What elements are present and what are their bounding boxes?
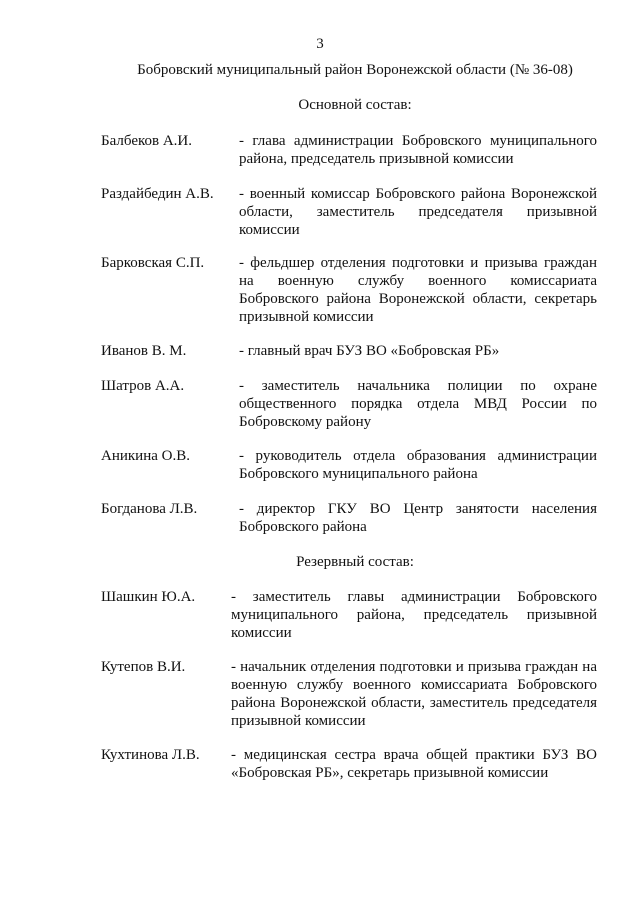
member-name: Шатров А.А. xyxy=(101,378,185,394)
member-role: - военный комиссар Бобровского района Воронежской области, заместитель председателя призывной комиссии xyxy=(239,186,597,238)
reserve-section-title: Резервный состав: xyxy=(296,554,414,570)
member-role: - фельдшер отделения подготовки и призыва граждан на военную службу военного комиссариата Бобровского района Воронежской области, секретарь призывной комиссии xyxy=(239,255,597,325)
member-name: Кутепов В.И. xyxy=(101,659,186,675)
member-name: Шашкин Ю.А. xyxy=(101,589,196,605)
member-name: Иванов В. М. xyxy=(101,343,187,359)
member-name: Кухтинова Л.В. xyxy=(101,747,200,763)
member-role: - руководитель отдела образования администрации Бобровского муниципального района xyxy=(239,448,597,482)
member-name: Богданова Л.В. xyxy=(101,501,198,517)
member-role: - главный врач БУЗ ВО «Бобровская РБ» xyxy=(239,343,500,359)
member-name: Балбеков А.И. xyxy=(101,133,193,149)
member-name: Аникина О.В. xyxy=(101,448,190,464)
district-title: Бобровский муниципальный район Воронежской области (№ 36-08) xyxy=(137,62,573,78)
member-role: - глава администрации Бобровского муниципального района, председатель призывной комиссии xyxy=(239,133,597,167)
member-role: - начальник отделения подготовки и призыва граждан на военную службу военного комиссариата Бобровского района Воронежской области, заместитель председателя призывной комиссии xyxy=(231,659,597,729)
member-name: Раздайбедин А.В. xyxy=(101,186,214,202)
member-role: - медицинская сестра врача общей практики БУЗ ВО «Бобровская РБ», секретарь призывной комиссии xyxy=(231,747,597,781)
member-name: Барковская С.П. xyxy=(101,255,205,271)
main-section-title: Основной состав: xyxy=(298,97,412,113)
page-number: 3 xyxy=(316,36,324,52)
member-role: - заместитель главы администрации Бобровского муниципального района, председатель призывной комиссии xyxy=(231,589,597,641)
member-role: - заместитель начальника полиции по охране общественного порядка отдела МВД России по Бобровскому району xyxy=(239,378,597,430)
member-role: - директор ГКУ ВО Центр занятости населения Бобровского района xyxy=(239,501,597,535)
